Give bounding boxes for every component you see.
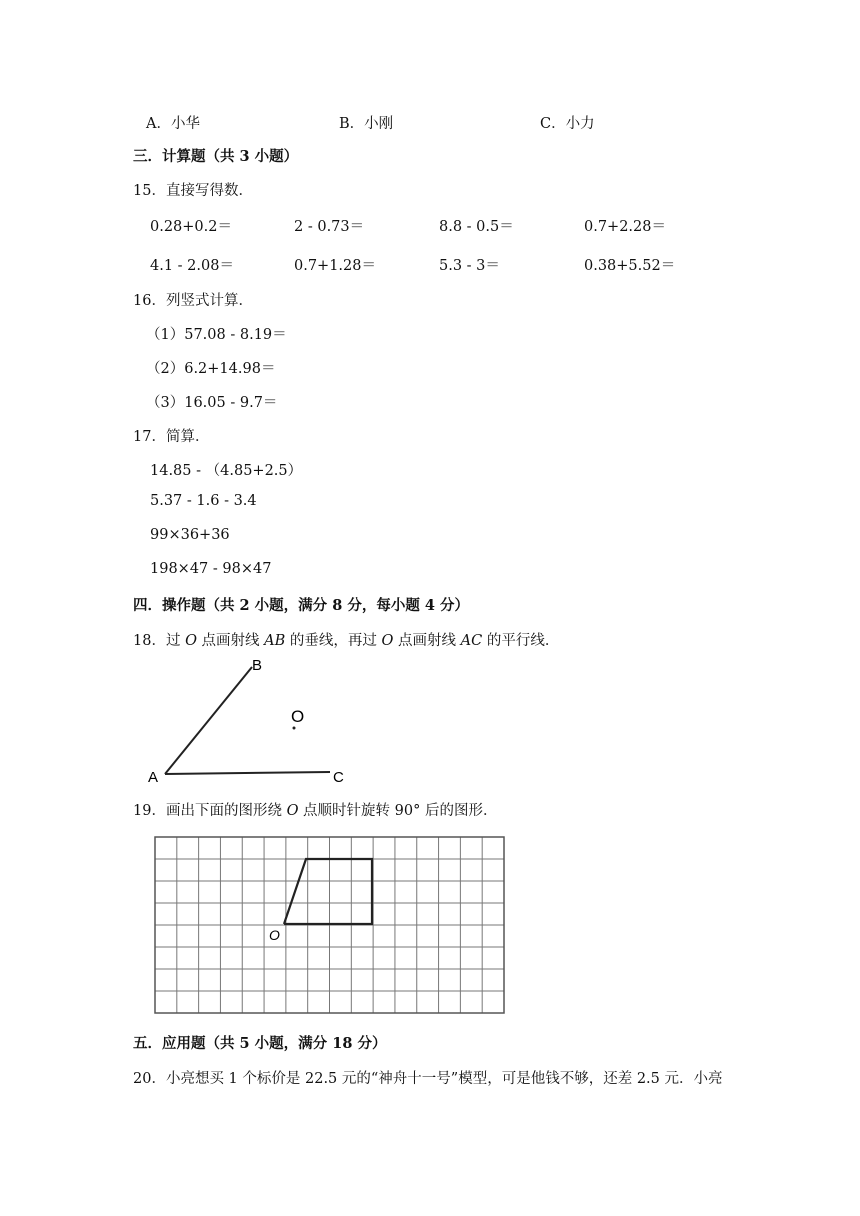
choice-c: C．小力 — [540, 116, 595, 132]
choice-b: B．小刚 — [339, 116, 394, 132]
q20-stem: 20．小亮想买 1 个标价是 22.5 元的“神舟十一号”模型，可是他钱不够，还差 2.5 元．小亮 — [133, 1071, 723, 1087]
q17-item-4: 198×47 ‑ 98×47 — [150, 561, 272, 577]
q15-r1-c2: 2 ‑ 0.73＝ — [294, 219, 365, 235]
q16-stem: 16．列竖式计算． — [133, 293, 253, 309]
q16-item-2: （2）6.2+14.98＝ — [146, 361, 276, 377]
label-o: O — [291, 707, 305, 726]
q16-item-3: （3）16.05 ‑ 9.7＝ — [146, 395, 278, 411]
q15-r1-c1: 0.28+0.2＝ — [150, 219, 232, 235]
q15-r2-c3: 5.3 ‑ 3＝ — [439, 258, 500, 274]
choice-a: A．小华 — [146, 116, 200, 132]
q17-item-1: 14.85 ‑ （4.85+2.5） — [150, 463, 303, 479]
q18-text-4: 点画射线 — [393, 633, 461, 649]
q19-point-o: O — [286, 803, 299, 819]
q18-text-5: 的平行线． — [482, 633, 560, 649]
q16-item-1: （1）57.08 ‑ 8.19＝ — [146, 327, 287, 343]
q17-item-2: 5.37 ‑ 1.6 ‑ 3.4 — [150, 493, 257, 509]
section3-title: 三．计算题（共 3 小题） — [133, 148, 299, 165]
q15-r2-c2: 0.7+1.28＝ — [294, 258, 376, 274]
q15-r1-c3: 8.8 ‑ 0.5＝ — [439, 219, 514, 235]
q18-ray-ac: AC — [460, 633, 483, 649]
q19-stem — [133, 799, 497, 820]
q17-stem: 17．简算． — [133, 429, 210, 445]
q18-text-2: 点画射线 — [196, 633, 265, 649]
section4-title: 四．操作题（共 2 小题，满分 8 分，每小题 4 分） — [133, 597, 470, 614]
q19-grid-figure — [150, 830, 510, 1020]
q19-text-2: 点顺时针旋转 90° 后的图形． — [298, 803, 498, 819]
point-o — [293, 727, 296, 730]
label-a: A — [148, 769, 159, 786]
q18-point-o: O — [185, 633, 197, 649]
q15-r1-c4: 0.7+2.28＝ — [584, 219, 666, 235]
q17-item-3: 99×36+36 — [150, 527, 230, 543]
q15-r2-c1: 4.1 ‑ 2.08＝ — [150, 258, 234, 274]
quadrilateral-shape — [284, 859, 372, 924]
label-b: B — [252, 657, 263, 674]
ray-ac — [165, 772, 330, 774]
ray-ab — [165, 667, 252, 774]
q18-ray-ab: AB — [264, 633, 286, 649]
q18-ray-figure — [140, 652, 360, 787]
q18-point-o-2: O — [381, 633, 394, 649]
grid-label-o: O — [269, 927, 280, 943]
q18-text-1: 过 — [165, 633, 186, 649]
q15-r2-c4: 0.38+5.52＝ — [584, 258, 676, 274]
section5-title: 五．应用题（共 5 小题，满分 18 分） — [133, 1035, 387, 1052]
q18-number: 18． — [133, 633, 166, 649]
q19-text-1: 19．画出下面的图形绕 — [133, 803, 287, 819]
q15-stem: 15．直接写得数． — [133, 183, 253, 199]
q18-text-3: 的垂线，再过 — [285, 633, 382, 649]
q18-stem — [133, 629, 559, 650]
label-c: C — [333, 769, 344, 786]
